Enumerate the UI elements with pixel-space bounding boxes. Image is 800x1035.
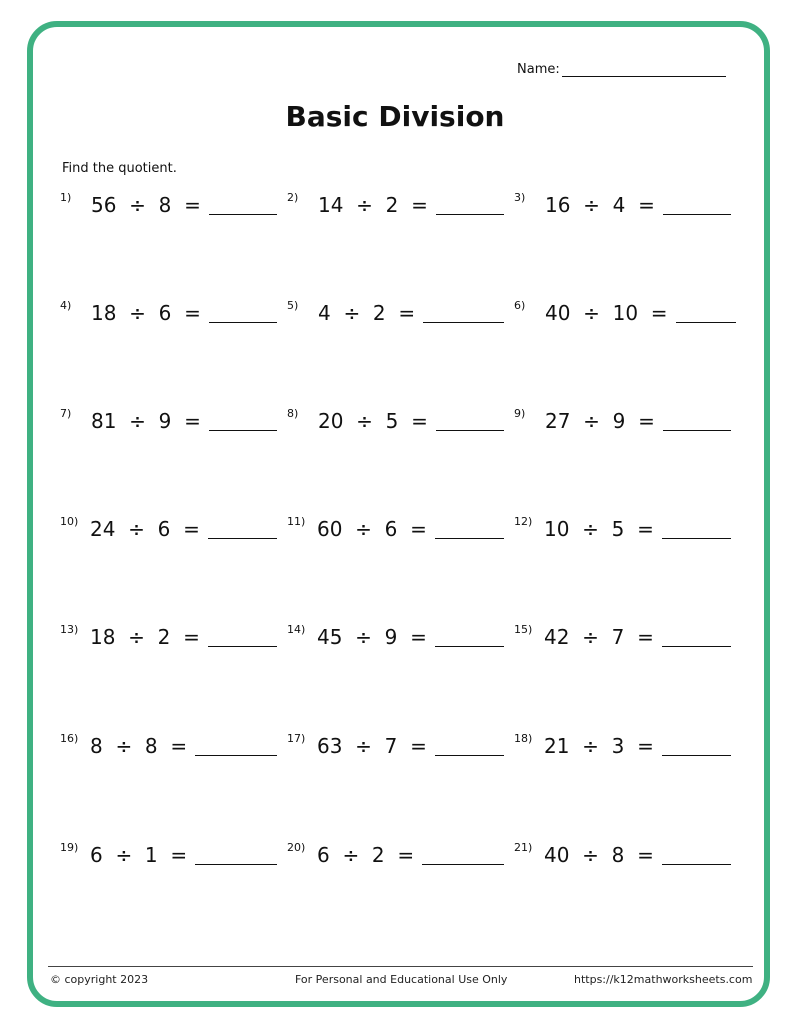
problem-number: 9) (514, 407, 526, 420)
problem-item (514, 623, 734, 653)
problem-number: 13) (60, 623, 79, 636)
problem-item (287, 732, 507, 762)
usage-notice: For Personal and Educational Use Only (295, 973, 508, 986)
page-title: Basic Division (285, 100, 505, 133)
problem-item (514, 191, 734, 221)
problem-expression: 10 ÷ 5 = (544, 517, 654, 541)
problem-item (60, 841, 280, 871)
problem-expression: 40 ÷ 8 = (544, 843, 654, 867)
answer-blank[interactable] (436, 193, 504, 215)
footer-divider (48, 966, 753, 967)
answer-blank[interactable] (662, 843, 731, 865)
problem-item (514, 299, 734, 329)
problem-number: 19) (60, 841, 79, 854)
answer-blank[interactable] (662, 517, 731, 539)
problem-expression: 45 ÷ 9 = (317, 625, 427, 649)
answer-blank[interactable] (663, 193, 731, 215)
problem-expression: 8 ÷ 8 = (90, 734, 188, 758)
problem-number: 8) (287, 407, 299, 420)
problem-item (60, 515, 280, 545)
problem-expression: 60 ÷ 6 = (317, 517, 427, 541)
problem-item (287, 299, 507, 329)
answer-blank[interactable] (435, 734, 504, 756)
problem-number: 20) (287, 841, 306, 854)
answer-blank[interactable] (209, 193, 277, 215)
answer-blank[interactable] (422, 843, 504, 865)
problem-number: 11) (287, 515, 306, 528)
problem-number: 18) (514, 732, 533, 745)
answer-blank[interactable] (436, 409, 504, 431)
problem-item (514, 732, 734, 762)
problem-expression: 14 ÷ 2 = (318, 193, 428, 217)
problem-number: 15) (514, 623, 533, 636)
problem-item (514, 407, 734, 437)
site-url: https://k12mathworksheets.com (574, 973, 753, 986)
problem-number: 2) (287, 191, 299, 204)
problem-number: 1) (60, 191, 72, 204)
problem-number: 12) (514, 515, 533, 528)
problem-number: 4) (60, 299, 72, 312)
problem-number: 5) (287, 299, 299, 312)
problem-expression: 4 ÷ 2 = (318, 301, 416, 325)
problem-item (60, 191, 280, 221)
instructions: Find the quotient. (62, 161, 177, 176)
problem-expression: 21 ÷ 3 = (544, 734, 654, 758)
problem-number: 10) (60, 515, 79, 528)
problem-number: 7) (60, 407, 72, 420)
answer-blank[interactable] (209, 409, 277, 431)
answer-blank[interactable] (662, 734, 731, 756)
problem-expression: 56 ÷ 8 = (91, 193, 201, 217)
problem-item (287, 191, 507, 221)
problem-number: 6) (514, 299, 526, 312)
problem-item (60, 623, 280, 653)
problem-number: 16) (60, 732, 79, 745)
problem-item (60, 407, 280, 437)
problem-expression: 6 ÷ 2 = (317, 843, 415, 867)
name-label: Name: (517, 62, 560, 77)
answer-blank[interactable] (195, 734, 277, 756)
name-field (517, 62, 726, 77)
problem-item (514, 841, 734, 871)
problem-number: 21) (514, 841, 533, 854)
problem-item (514, 515, 734, 545)
problem-number: 17) (287, 732, 306, 745)
answer-blank[interactable] (208, 625, 277, 647)
problem-item (60, 732, 280, 762)
problem-expression: 18 ÷ 6 = (91, 301, 201, 325)
copyright-text: © copyright 2023 (50, 973, 149, 986)
answer-blank[interactable] (676, 301, 736, 323)
problem-number: 3) (514, 191, 526, 204)
problem-expression: 16 ÷ 4 = (545, 193, 655, 217)
answer-blank[interactable] (195, 843, 277, 865)
problem-expression: 18 ÷ 2 = (90, 625, 200, 649)
problem-expression: 27 ÷ 9 = (545, 409, 655, 433)
answer-blank[interactable] (209, 301, 277, 323)
answer-blank[interactable] (663, 409, 731, 431)
problem-expression: 6 ÷ 1 = (90, 843, 188, 867)
problem-expression: 63 ÷ 7 = (317, 734, 427, 758)
answer-blank[interactable] (435, 517, 504, 539)
problem-item (287, 623, 507, 653)
problem-expression: 40 ÷ 10 = (545, 301, 668, 325)
problem-number: 14) (287, 623, 306, 636)
problem-expression: 42 ÷ 7 = (544, 625, 654, 649)
problem-item (287, 841, 507, 871)
problem-expression: 20 ÷ 5 = (318, 409, 428, 433)
answer-blank[interactable] (662, 625, 731, 647)
name-input-line[interactable] (562, 62, 726, 77)
answer-blank[interactable] (435, 625, 504, 647)
problem-item (287, 515, 507, 545)
problem-item (60, 299, 280, 329)
problem-expression: 24 ÷ 6 = (90, 517, 200, 541)
problem-expression: 81 ÷ 9 = (91, 409, 201, 433)
answer-blank[interactable] (208, 517, 277, 539)
answer-blank[interactable] (423, 301, 504, 323)
problem-item (287, 407, 507, 437)
